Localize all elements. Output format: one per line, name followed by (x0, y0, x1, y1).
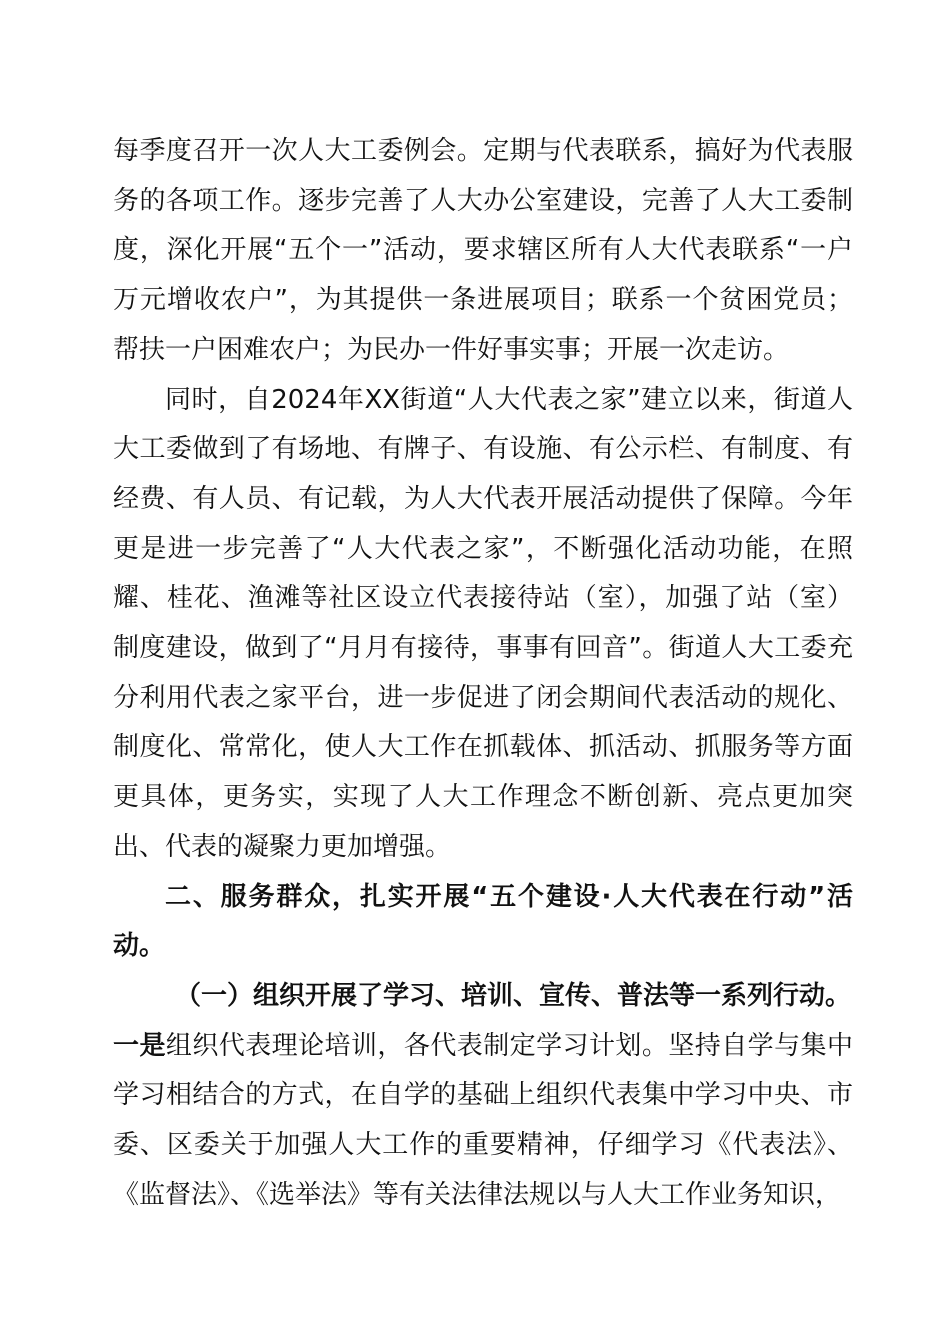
document-page (113, 127, 853, 1220)
paragraph (113, 1022, 853, 1221)
paragraph-lead: 一是 (113, 1030, 166, 1061)
section-heading: 二、服务群众，扎实开展“五个建设·人大代表在行动”活动。 (113, 881, 853, 962)
subsection-heading: （一）组织开展了学习、培训、宣传、普法等一系列行动。 (175, 980, 852, 1011)
paragraph: 每季度召开一次人大工委例会。定期与代表联系，搞好为代表服务的各项工作。逐步完善了人大办公室建设，完善了人大工委制度，深化开展“五个一”活动，要求辖区所有人大代表联系“一户万元增收农户”，为其提供一条进展项目；联系一个贫困党员；帮扶一户困难农户；为民办一件好事实事；开展一次走访。 (113, 136, 853, 365)
paragraph-body: 组织代表理论培训，各代表制定学习计划。坚持自学与集中学习相结合的方式，在自学的基础上组织代表集中学习中央、市委、区委关于加强人大工作的重要精神，仔细学习《代表法》、《监督法》、《选举法》等有关法律法规以与人大工作业务知识， (113, 1030, 853, 1210)
paragraph: 同时，自2024年XX街道“人大代表之家”建立以来，街道人大工委做到了有场地、有牌子、有设施、有公示栏、有制度、有经费、有人员、有记载，为人大代表开展活动提供了保障。今年更是进一步完善了“人大代表之家”，不断强化活动功能，在照耀、桂花、渔滩等社区设立代表接待站（室），加强了站（室）制度建设，做到了“月月有接待，事事有回音”。街道人大工委充分利用代表之家平台，进一步促进了闭会期间代表活动的规化、制度化、常常化，使人大工作在抓载体、抓活动、抓服务等方面更具体，更务实，实现了人大工作理念不断创新、亮点更加突出、代表的凝聚力更加增强。 (113, 384, 853, 862)
